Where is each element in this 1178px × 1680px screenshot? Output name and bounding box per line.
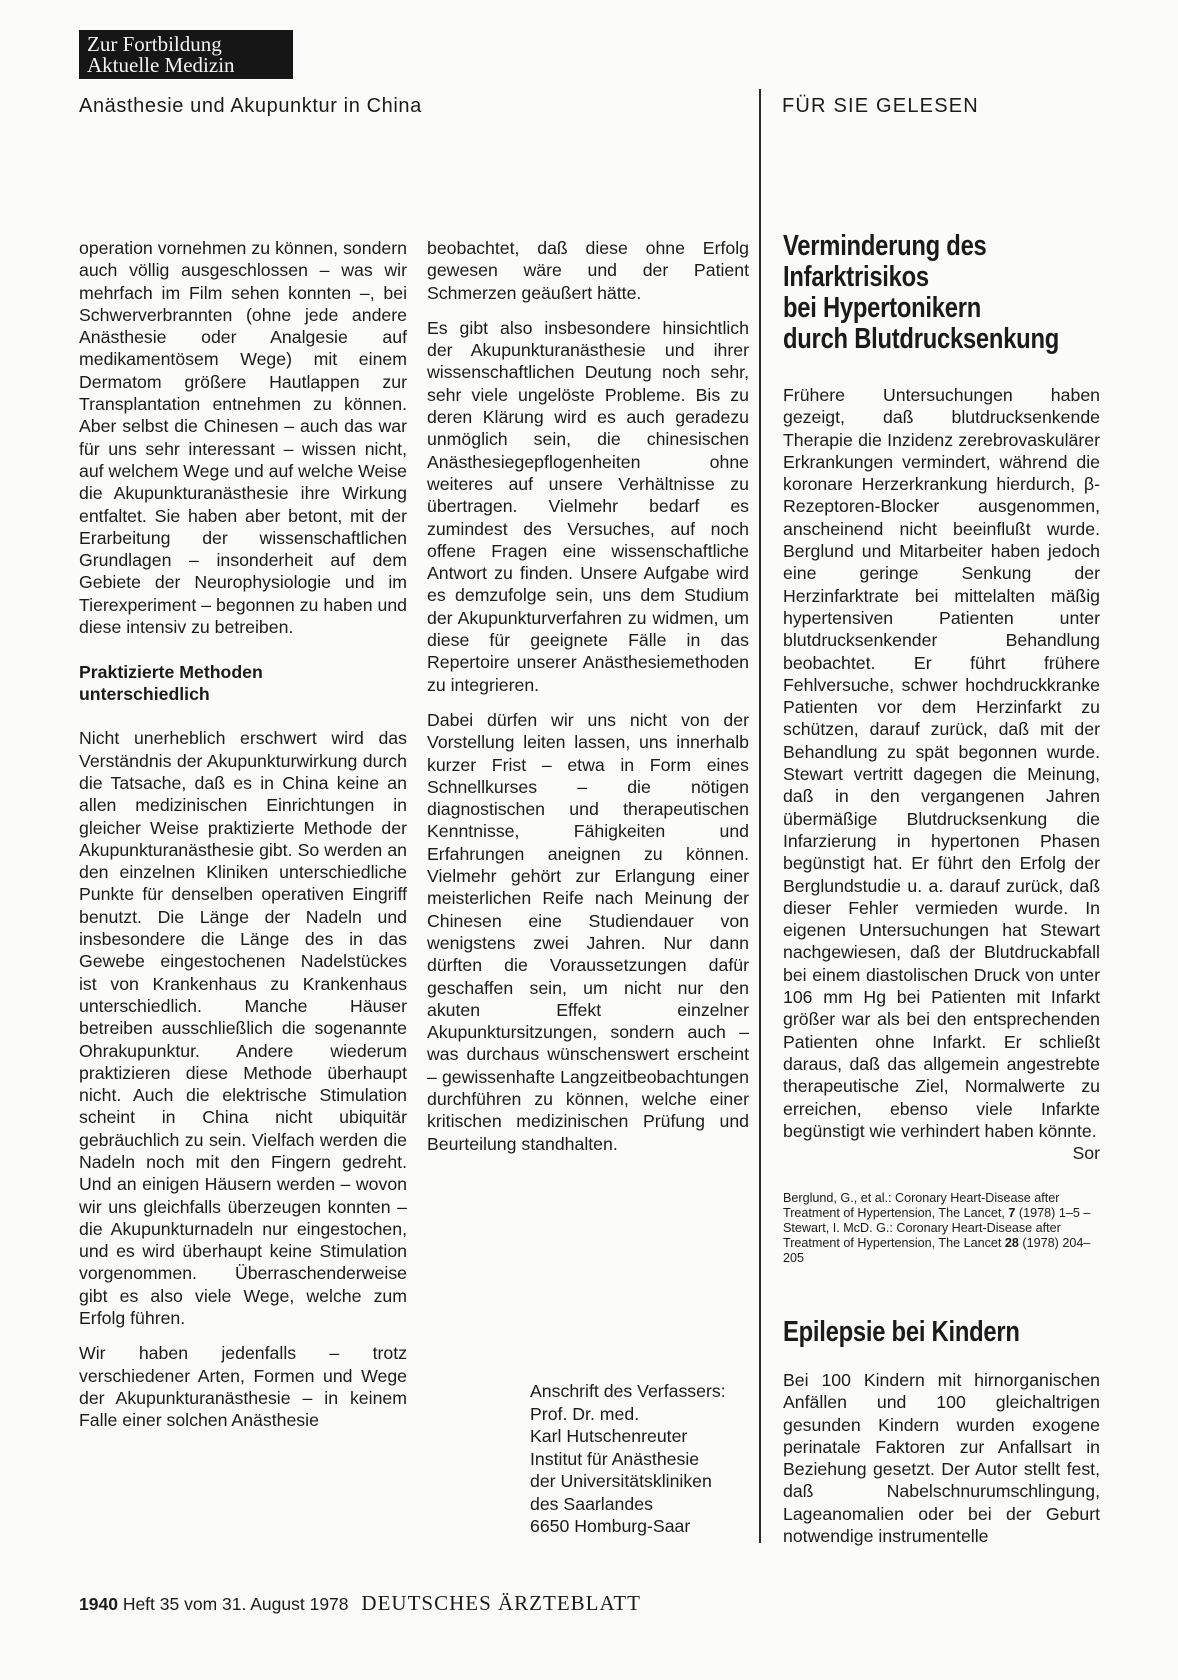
running-head-right: FÜR SIE GELESEN <box>782 95 979 117</box>
section-label-line2: Aktuelle Medizin <box>87 53 235 77</box>
paragraph-text: Frühere Untersuchungen haben gezeigt, daß blutdrucksenkende Therapie die Inzidenz zerebrovaskulärer Erkrankungen vermindert, während die koronare Herzerkrankung hierdurch, β-Rezeptoren-Blocker ausgenommen, anscheinend nicht beeinflußt wurde. Berglund und Mitarbeiter haben jedoch eine geringe Senkung der Herzinfarktrate bei mittelalten mäßig hypertensiven Patienten unter blutdrucksenkender Behandlung beobachtet. Er führt frühere Fehlversuche, schwer hochdruckkranke Patienten vor dem Herzinfarkt zu schützen, darauf zurück, daß mit der Behandlung zu spät begonnen wurde. Stewart vertritt dagegen die Meinung, daß in den vergangenen Jahren übermäßige Blutdrucksenkung die Infarzierung in hypertonen Phasen begünstigt hat. Er führt den Erfolg der Berglundstudie u. a. darauf zurück, daß dieser Fehler vermieden wurde. In eigenen Untersuchungen hat Stewart nachgewiesen, daß der Blutdruckabfall bei einem diastolischen Druck von unter 106 mm Hg bei Patienten mit Infarkt größer war als bei den entsprechenden Patienten ohne Infarkt. Er schließt daraus, daß das allgemein angestrebte therapeutische Ziel, Normalwerte zu erreichen, ebenso viele Infarkte begünstigt wie verhindert haben könnte. <box>783 385 1100 1141</box>
address-line: 6650 Homburg-Saar <box>530 1516 691 1536</box>
paragraph: Dabei dürfen wir uns nicht von der Vorstellung leiten lassen, uns innerhalb kurzer Frist – etwa in Form eines Schnellkurses – die nötigen diagnostischen und therapeutischen Kenntnisse, Fähigkeiten und Erfahrungen aneignen zu können. Vielmehr gehört zur Erlangung einer meisterlichen Reife nach Meinung der Chinesen eine Studiendauer von wenigstens zwei Jahren. Nur dann dürften die Voraussetzungen dafür geschaffen sein, um nicht nur den akuten Effekt einzelner Akupunktursitzungen, sondern auch – was durchaus wünschenswert erscheint – gewissenhafte Langzeitbeobachtungen durchführen zu können, welche einer kritischen medizinischen Prüfung und Beurteilung standhalten. <box>427 709 749 1154</box>
ref-volume: 28 <box>1004 1236 1019 1250</box>
issue-info: Heft 35 vom 31. August 1978 <box>122 1594 349 1614</box>
address-line: Anschrift des Verfassers: <box>530 1381 726 1401</box>
address-line: des Saarlandes <box>530 1493 653 1514</box>
journal-name: DEUTSCHES ÄRZTEBLATT <box>361 1591 641 1615</box>
title-line: Verminderung des <box>783 230 987 262</box>
address-line: Karl Hutschenreuter <box>530 1426 688 1446</box>
title-line: durch Blutdrucksenkung <box>783 323 1060 355</box>
column-divider <box>759 89 761 1543</box>
page-footer <box>79 1591 641 1616</box>
paragraph: Nicht unerheblich erschwert wird das Verständnis der Akupunkturwirkung durch die Tatsache, daß es in China keine an allen medizinischen Einrichtungen in gleicher Weise praktizierte Methode der Akupunkturanästhesie gibt. So werden an den einzelnen Kliniken unterschiedliche Punkte für denselben operativen Eingriff benutzt. Die Länge der Nadeln und insbesondere die Länge des in das Gewebe eingestochenen Nadelstückes ist von Krankenhaus zu Krankenhaus unterschiedlich. Manche Häuser betreiben ausschließlich die sogenannte Ohrakupunktur. Andere wiederum praktizieren diese Methode überhaupt nicht. Auch die elektrische Stimulation scheint in China nicht ubiquitär gebräuchlich zu sein. Vielfach werden die Nadeln noch mit den Fingern gedreht. Und an einigen Häusern werden – wovon wir uns gleichfalls überzeugen konnten – die Akupunkturnadeln nur eingestochen, und es wird überhaupt keine Stimulation vorgenommen. Überraschenderweise gibt es also viele Wege, welche zum Erfolg führen. <box>79 728 407 1329</box>
running-head-left: Anästhesie und Akupunktur in China <box>79 95 422 117</box>
address-line: Institut für Anästhesie <box>530 1448 700 1469</box>
article-title-infarkt <box>783 231 1059 355</box>
author-address <box>530 1380 726 1538</box>
article-title-epilepsie: Epilepsie bei Kindern <box>783 1316 1020 1348</box>
page-number: 1940 <box>79 1594 118 1614</box>
section-label-box <box>79 30 293 79</box>
section-label-line1: Zur Fortbildung <box>87 32 222 56</box>
article-column-1 <box>79 237 407 1432</box>
article-column-2 <box>427 237 749 1155</box>
paragraph: Wir haben jedenfalls – trotz verschiedener Arten, Formen und Wege der Akupunkturanästhesie – in keinem Falle einer solchen Anästhesie <box>79 1343 407 1431</box>
article-body-epilepsie <box>783 1369 1100 1547</box>
subheading <box>79 661 407 705</box>
ref-text: (1978) 204–205 <box>783 1236 1091 1265</box>
paragraph: operation vornehmen zu können, sondern auch völlig ausgeschlossen – was wir mehrfach im Film sehen konnten –, bei Schwerverbrannten (ohne jede andere Anästhesie oder Analgesie auf medikamentösem Wege) mit einem Dermatom größere Hautlappen zur Transplantation entnehmen zu können. Aber selbst die Chinesen – auch das war für uns sehr interessant – wissen nicht, auf welchem Wege und auf welche Weise die Akupunkturanästhesie ihre Wirkung entfaltet. Sie haben aber betont, mit der Erarbeitung der wissenschaftlichen Grundlagen – insonderheit auf dem Gebiete der Neurophysiologie und im Tierexperiment – begonnen zu haben und diese intensiv zu betreiben. <box>79 238 407 638</box>
author-signature: Sor <box>1072 1143 1100 1164</box>
subheading-line1: Praktizierte Methoden <box>79 662 263 683</box>
paragraph: Es gibt also insbesondere hinsichtlich der Akupunkturanästhesie und ihrer wissenschaftlichen Deutung noch sehr, sehr viele ungelöste Probleme. Bis zu deren Klärung wird es auch geradezu unmöglich sein, die chinesischen Anästhesiegepflogenheiten ohne weiteres auf unsere Verhältnisse zu übertragen. Vielmehr bedarf es zumindest des Versuches, auf noch offene Fragen eine wissenschaftliche Antwort zu finden. Unsere Aufgabe wird es demzufolge sein, uns dem Studium der Akupunkturverfahren zu widmen, um diese für geeignete Fälle in das Repertoire unserer Anästhesiemethoden zu integrieren. <box>427 317 749 695</box>
ref-volume: 7 <box>1008 1206 1016 1220</box>
address-line: der Universitätskliniken <box>530 1471 712 1491</box>
subheading-line2: unterschiedlich <box>79 684 210 705</box>
paragraph: beobachtet, daß diese ohne Erfolg gewesen wäre und der Patient Schmerzen geäußert hätte. <box>427 238 749 303</box>
paragraph <box>783 384 1100 1164</box>
ref-text: (1978) 1–5 – Stewart, I. McD. G.: Coronary Heart-Disease after Treatment of Hypertension, The Lancet <box>783 1206 1091 1250</box>
address-line: Prof. Dr. med. <box>530 1403 640 1424</box>
paragraph: Bei 100 Kindern mit hirnorganischen Anfällen und 100 gleichaltrigen gesunden Kindern wurden exogene perinatale Faktoren zur Anfallsart in Beziehung gesetzt. Der Autor stellt fest, daß Nabelschnurumschlingung, Lageanomalien oder bei der Geburt notwendige instrumentelle <box>783 1370 1100 1547</box>
title-line: bei Hypertonikern <box>783 292 982 324</box>
title-line: Infarktrisikos <box>783 261 929 293</box>
ref-text: Berglund, G., et al.: Coronary Heart-Disease after Treatment of Hypertension, The Lancet, <box>783 1191 1060 1220</box>
references <box>783 1191 1100 1266</box>
article-body-infarkt <box>783 384 1100 1164</box>
